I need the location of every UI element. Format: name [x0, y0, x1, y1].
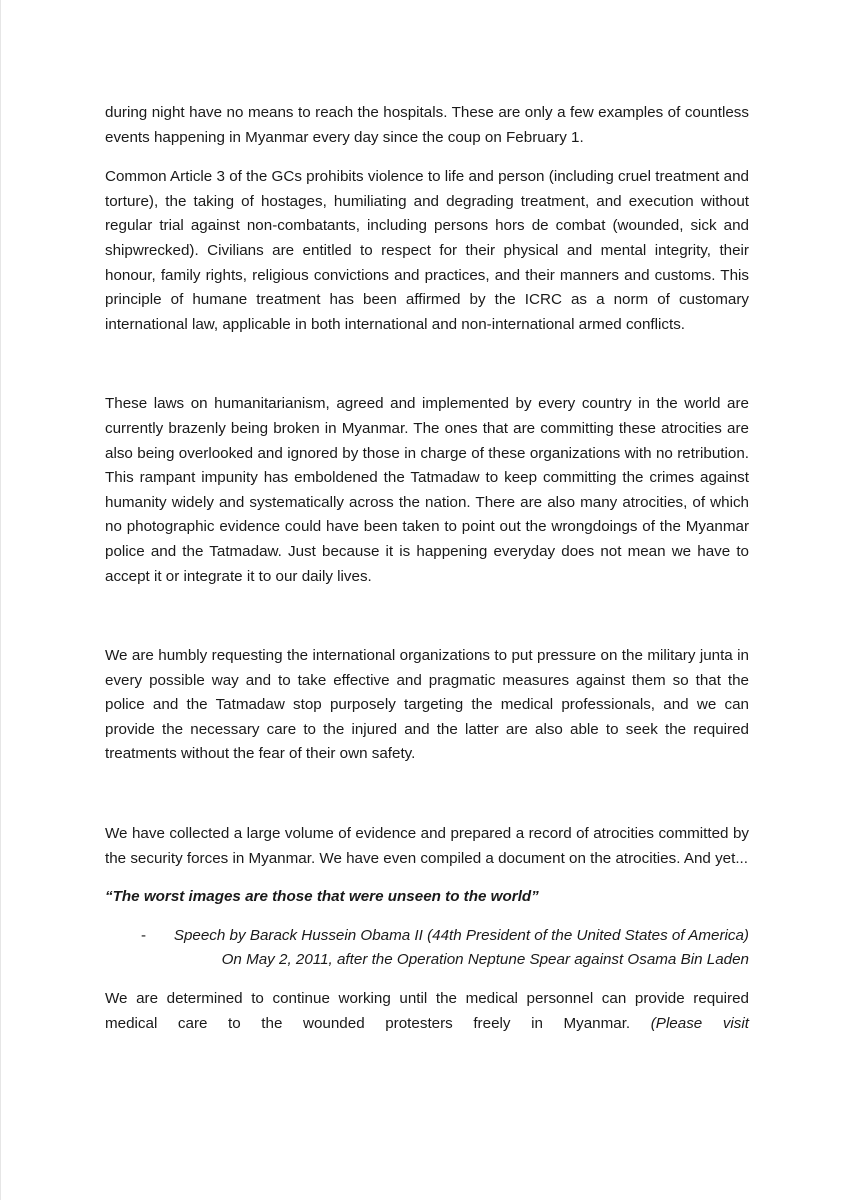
attribution-line-1: Speech by Barack Hussein Obama II (44th President of the United States of America): [173, 926, 749, 944]
paragraph-6-text: We are determined to continue working until the medical personnel can provide required medical care to the wounded protesters freely in Myanmar.: [105, 990, 749, 1032]
quote: “The worst images are those that were unseen to the world”: [105, 888, 539, 906]
paragraph-2: Common Article 3 of the GCs prohibits violence to life and person (including cruel treatment and torture), the taking of hostages, humiliating and degrading treatment, and execution without regular trial against non-combatants, including persons hors de combat (wounded, sick and shipwrecked). Civilians are entitled to respect for their physical and mental integrity, their honour, family rights, religious convictions and practices, and their manners and customs. This principle of humane treatment has been affirmed by the ICRC as a norm of customary international law, applicable in both international and non-international armed conflicts.: [105, 168, 749, 333]
paragraph-3: These laws on humanitarianism, agreed and implemented by every country in the world are currently brazenly being broken in Myanmar. The ones that are committing these atrocities are also being overlooked and ignored by those in charge of these organizations with no retribution. This rampant impunity has emboldened the Tatmadaw to keep committing the crimes against humanity widely and systematically across the nation. There are also many atrocities, of which no photographic evidence could have been taken to point out the wrongdoings of the Myanmar police and the Tatmadaw. Just because it is happening everyday does not mean we have to accept it or integrate it to our daily lives.: [105, 395, 749, 585]
paragraph-6: [105, 987, 749, 1036]
attribution-dash: -: [141, 926, 147, 944]
paragraph-6-italic: (Please visit: [650, 1014, 749, 1032]
paragraph-4: We are humbly requesting the international organizations to put pressure on the military junta in every possible way and to take effective and pragmatic measures against them so that the police and the Tatmadaw stop purposely targeting the medical professionals, and we can provide the necessary care to the injured and the latter are also able to seek the required treatments without the fear of their own safety.: [105, 647, 749, 763]
document-body: [105, 101, 749, 1036]
paragraph-5: We have collected a large volume of evidence and prepared a record of atrocities committed by the security forces in Myanmar. We have even compiled a document on the atrocities. And yet...: [105, 825, 749, 867]
quote-attribution: [105, 924, 749, 973]
paragraph-1: during night have no means to reach the hospitals. These are only a few examples of countless events happening in Myanmar every day since the coup on February 1.: [105, 104, 749, 146]
attribution-line-2: On May 2, 2011, after the Operation Neptune Spear against Osama Bin Laden: [221, 951, 749, 969]
